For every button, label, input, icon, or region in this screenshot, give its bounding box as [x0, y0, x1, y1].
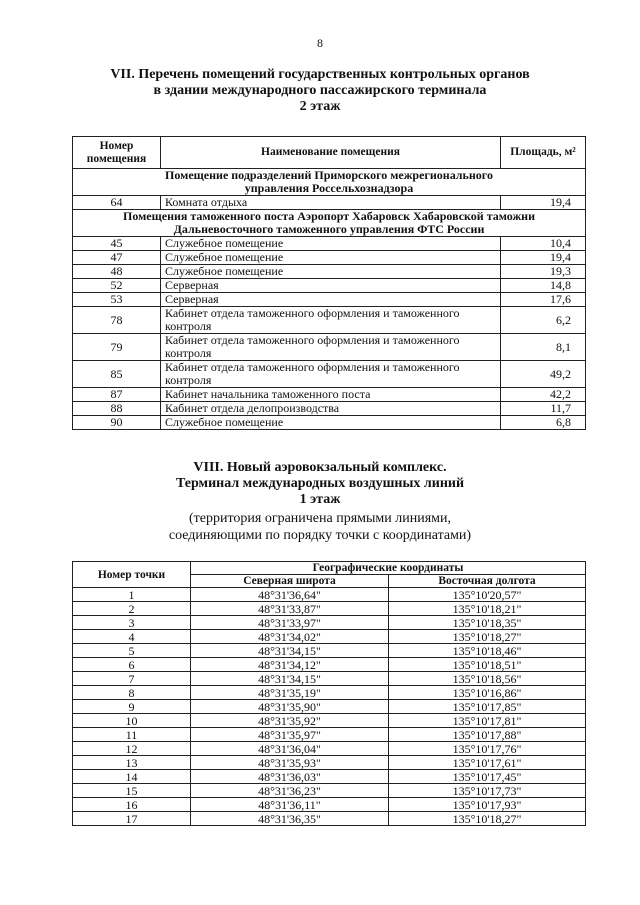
header-longitude: Восточная долгота: [389, 575, 586, 588]
room-area: 17,6: [501, 293, 586, 307]
section7-title-line3: 2 этаж: [299, 99, 341, 114]
room-area: 6,2: [501, 307, 586, 334]
section8-note: [0, 510, 640, 544]
room-number: 87: [73, 388, 161, 402]
point-number: 4: [73, 630, 191, 644]
room-number: 85: [73, 361, 161, 388]
table-row: [73, 196, 586, 210]
room-area: 49,2: [501, 361, 586, 388]
room-area: 6,8: [501, 416, 586, 430]
section7-title-line2: в здании международного пассажирского терминала: [153, 83, 487, 98]
room-area: 19,3: [501, 265, 586, 279]
table-row: [73, 237, 586, 251]
room-name: [161, 307, 501, 334]
group-row: [73, 210, 586, 237]
section8-title-line3: 1 этаж: [299, 492, 341, 507]
section8-title-line1: VIII. Новый аэровокзальный комплекс.: [193, 460, 447, 475]
table-row: [73, 812, 586, 826]
point-latitude: 48°31'36,11": [191, 798, 389, 812]
point-longitude: 135°10'20,57": [389, 588, 586, 602]
table-row: [73, 756, 586, 770]
group-title: [73, 210, 586, 237]
section7-title: [0, 67, 640, 115]
point-latitude: 48°31'36,03": [191, 770, 389, 784]
room-name: [161, 361, 501, 388]
room-number: 90: [73, 416, 161, 430]
point-longitude: 135°10'18,46": [389, 644, 586, 658]
point-number: 2: [73, 602, 191, 616]
table-row: [73, 402, 586, 416]
table-row: [73, 658, 586, 672]
room-name-line2: контроля: [165, 346, 212, 360]
point-latitude: 48°31'36,23": [191, 784, 389, 798]
table-row: [73, 686, 586, 700]
point-longitude: 135°10'18,27": [389, 812, 586, 826]
room-name: Серверная: [161, 293, 501, 307]
table-row: [73, 334, 586, 361]
point-number: 3: [73, 616, 191, 630]
room-name: Комната отдыха: [161, 196, 501, 210]
point-longitude: 135°10'17,73": [389, 784, 586, 798]
room-name: Служебное помещение: [161, 265, 501, 279]
room-number: 47: [73, 251, 161, 265]
room-name: [161, 334, 501, 361]
section8-title-line2: Терминал международных воздушных линий: [175, 476, 465, 491]
room-number: 45: [73, 237, 161, 251]
table-row: [73, 784, 586, 798]
header-point-number: Номер точки: [73, 562, 191, 588]
room-name-line1: Кабинет отдела таможенного оформления и таможенного: [165, 360, 460, 374]
room-name: Служебное помещение: [161, 251, 501, 265]
point-number: 13: [73, 756, 191, 770]
room-number: 48: [73, 265, 161, 279]
point-longitude: 135°10'17,88": [389, 728, 586, 742]
point-latitude: 48°31'33,87": [191, 602, 389, 616]
room-area: 8,1: [501, 334, 586, 361]
table-row: [73, 265, 586, 279]
header-room-number: [73, 137, 161, 169]
room-name: Кабинет отдела делопроизводства: [161, 402, 501, 416]
room-name: Служебное помещение: [161, 416, 501, 430]
room-name: Серверная: [161, 279, 501, 293]
point-number: 17: [73, 812, 191, 826]
point-number: 9: [73, 700, 191, 714]
group-title-line2: Дальневосточного таможенного управления ФТС России: [173, 222, 485, 236]
table-row: [73, 307, 586, 334]
section7-title-line1: VII. Перечень помещений государственных контрольных органов: [110, 67, 530, 82]
table-row: [73, 602, 586, 616]
section8-title: [0, 460, 640, 508]
point-number: 6: [73, 658, 191, 672]
table-row: [73, 251, 586, 265]
room-number: 64: [73, 196, 161, 210]
room-number: 53: [73, 293, 161, 307]
room-area: 19,4: [501, 251, 586, 265]
point-latitude: 48°31'36,04": [191, 742, 389, 756]
table-row: [73, 742, 586, 756]
point-longitude: 135°10'16,86": [389, 686, 586, 700]
header-room-area: Площадь, м²: [501, 137, 586, 169]
group-title: [73, 169, 586, 196]
point-latitude: 48°31'35,97": [191, 728, 389, 742]
coords-header-row-1: [73, 562, 586, 575]
group-title-line1: Помещение подразделений Приморского межрегионального: [165, 168, 493, 182]
point-number: 11: [73, 728, 191, 742]
coords-body: [73, 588, 586, 826]
point-latitude: 48°31'36,35": [191, 812, 389, 826]
point-longitude: 135°10'18,21": [389, 602, 586, 616]
point-latitude: 48°31'34,15": [191, 644, 389, 658]
rooms-header-row: [73, 137, 586, 169]
point-number: 12: [73, 742, 191, 756]
point-number: 5: [73, 644, 191, 658]
point-number: 15: [73, 784, 191, 798]
point-longitude: 135°10'17,61": [389, 756, 586, 770]
point-longitude: 135°10'18,56": [389, 672, 586, 686]
table-row: [73, 672, 586, 686]
room-name: Служебное помещение: [161, 237, 501, 251]
point-latitude: 48°31'35,90": [191, 700, 389, 714]
point-longitude: 135°10'17,81": [389, 714, 586, 728]
group-title-line2: управления Россельхознадзора: [244, 181, 414, 195]
coordinates-table: [72, 561, 586, 826]
group-row: [73, 169, 586, 196]
point-longitude: 135°10'17,45": [389, 770, 586, 784]
room-name-line2: контроля: [165, 373, 212, 387]
room-area: 10,4: [501, 237, 586, 251]
header-room-number-line1: Номер: [99, 139, 134, 152]
table-row: [73, 714, 586, 728]
group-title-line1: Помещения таможенного поста Аэропорт Хабаровск Хабаровской таможни: [123, 209, 535, 223]
header-geo-coordinates: Географические координаты: [191, 562, 586, 575]
table-row: [73, 700, 586, 714]
room-number: 78: [73, 307, 161, 334]
rooms-body: [73, 169, 586, 430]
table-row: [73, 770, 586, 784]
point-number: 1: [73, 588, 191, 602]
point-latitude: 48°31'33,97": [191, 616, 389, 630]
point-number: 7: [73, 672, 191, 686]
room-area: 42,2: [501, 388, 586, 402]
point-number: 8: [73, 686, 191, 700]
point-number: 16: [73, 798, 191, 812]
header-room-name: Наименование помещения: [161, 137, 501, 169]
point-longitude: 135°10'17,85": [389, 700, 586, 714]
room-area: 11,7: [501, 402, 586, 416]
header-latitude: Северная широта: [191, 575, 389, 588]
point-longitude: 135°10'18,27": [389, 630, 586, 644]
rooms-table: [72, 136, 586, 430]
room-area: 14,8: [501, 279, 586, 293]
room-area: 19,4: [501, 196, 586, 210]
point-longitude: 135°10'18,51": [389, 658, 586, 672]
room-name-line1: Кабинет отдела таможенного оформления и таможенного: [165, 306, 460, 320]
point-latitude: 48°31'35,19": [191, 686, 389, 700]
point-latitude: 48°31'35,92": [191, 714, 389, 728]
point-latitude: 48°31'34,12": [191, 658, 389, 672]
room-number: 88: [73, 402, 161, 416]
table-row: [73, 361, 586, 388]
room-number: 52: [73, 279, 161, 293]
point-latitude: 48°31'34,02": [191, 630, 389, 644]
table-row: [73, 279, 586, 293]
point-latitude: 48°31'35,93": [191, 756, 389, 770]
table-row: [73, 728, 586, 742]
point-longitude: 135°10'17,93": [389, 798, 586, 812]
table-row: [73, 644, 586, 658]
table-row: [73, 616, 586, 630]
room-name-line1: Кабинет отдела таможенного оформления и таможенного: [165, 333, 460, 347]
table-row: [73, 388, 586, 402]
table-row: [73, 630, 586, 644]
room-number: 79: [73, 334, 161, 361]
table-row: [73, 798, 586, 812]
page-number: 8: [317, 36, 323, 50]
point-latitude: 48°31'34,15": [191, 672, 389, 686]
point-longitude: 135°10'17,76": [389, 742, 586, 756]
table-row: [73, 588, 586, 602]
point-number: 10: [73, 714, 191, 728]
room-name-line2: контроля: [165, 319, 212, 333]
point-number: 14: [73, 770, 191, 784]
header-room-number-line2: помещения: [86, 152, 147, 165]
table-row: [73, 293, 586, 307]
section8-note-line2: соединяющими по порядку точки с координатами): [168, 528, 472, 543]
point-latitude: 48°31'36,64": [191, 588, 389, 602]
table-row: [73, 416, 586, 430]
room-name: Кабинет начальника таможенного поста: [161, 388, 501, 402]
section8-note-line1: (территория ограничена прямыми линиями,: [188, 511, 452, 526]
point-longitude: 135°10'18,35": [389, 616, 586, 630]
